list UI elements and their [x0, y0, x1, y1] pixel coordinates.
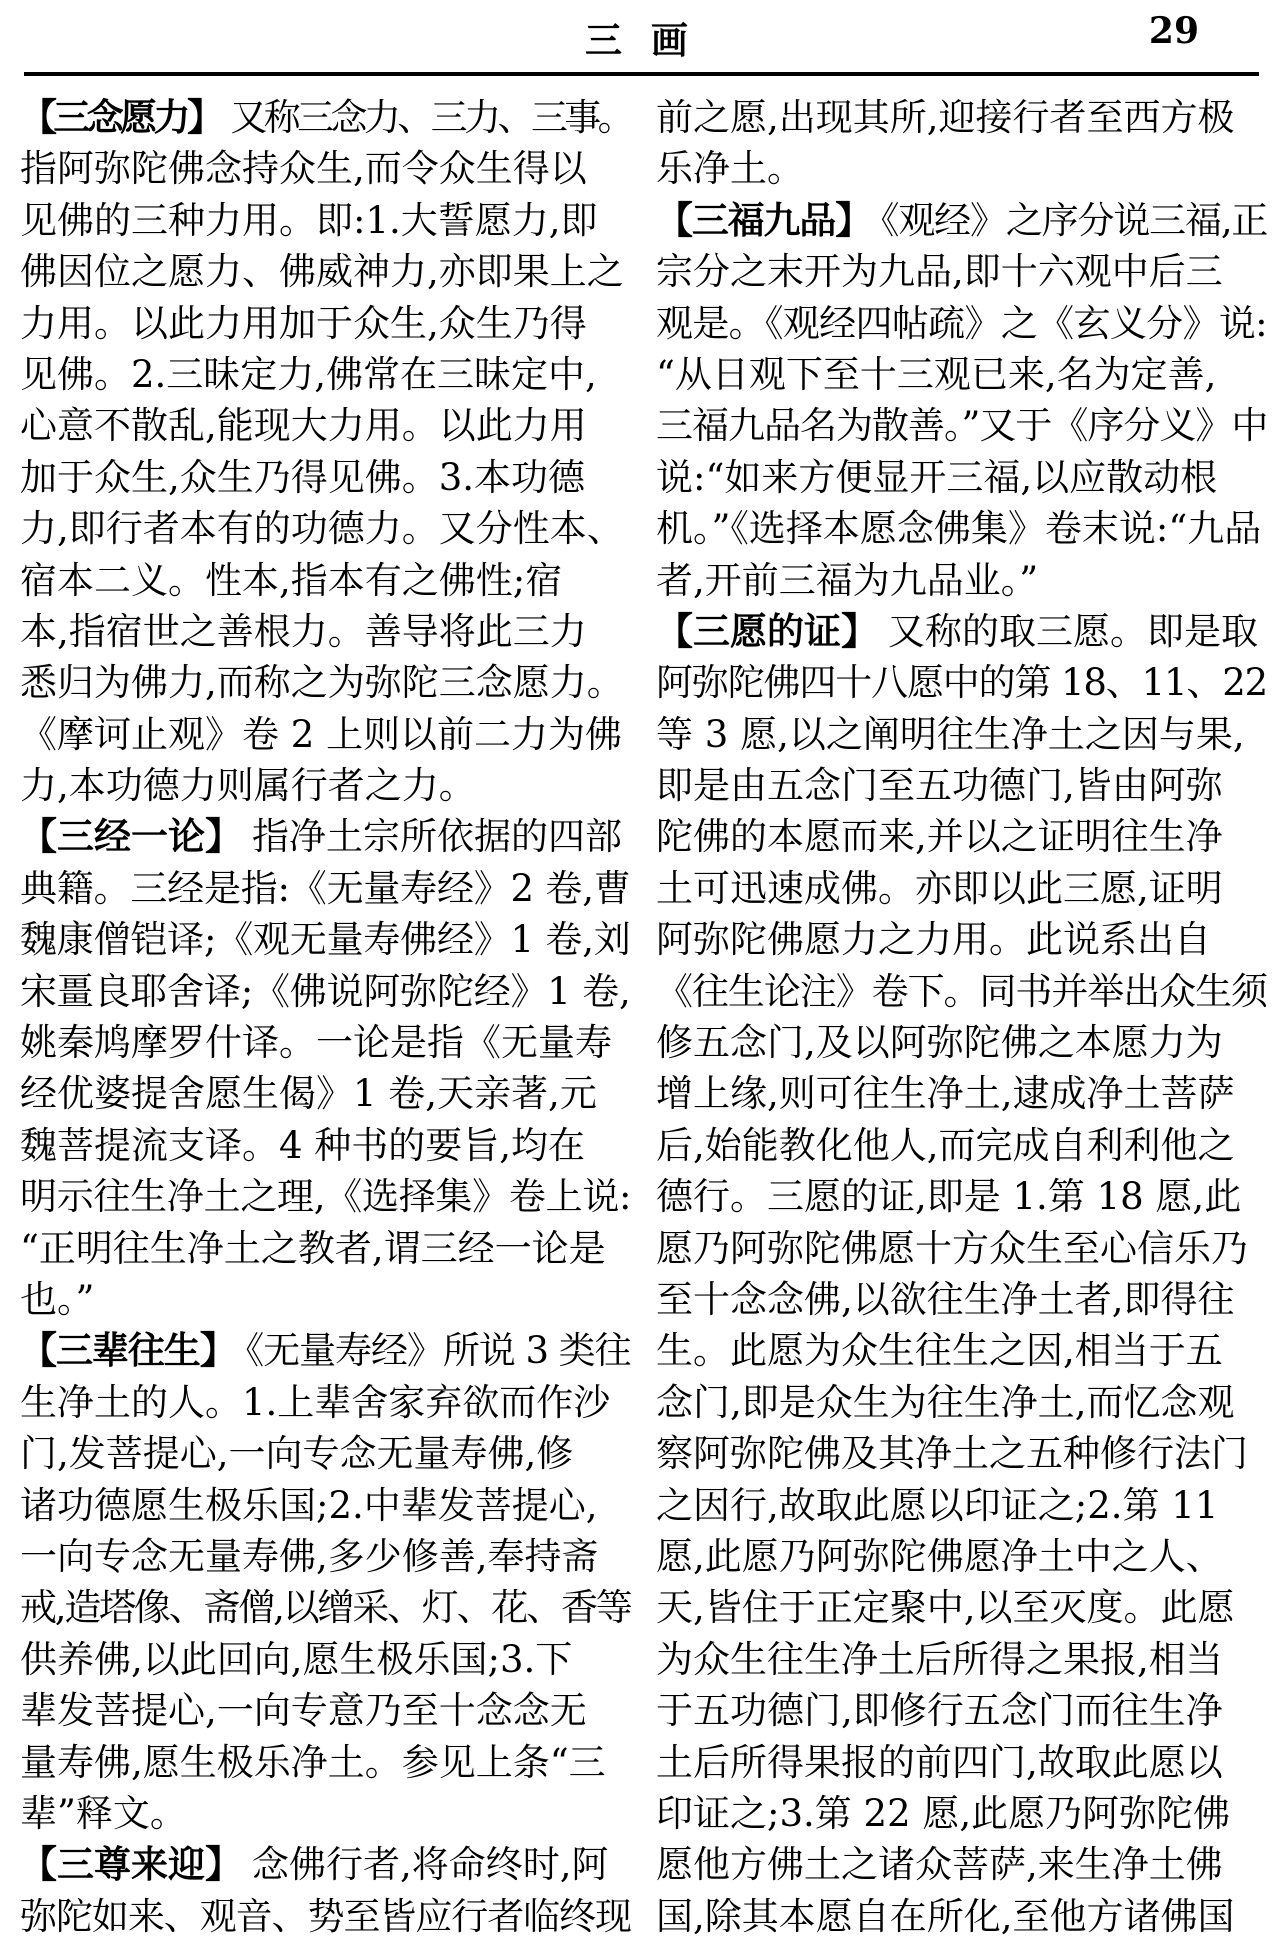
line-text: 《往生论注》卷下。同书并举出众生须	[656, 969, 1267, 1013]
text-line	[656, 1377, 1267, 1428]
entry-headword: 【三福九品】	[656, 198, 871, 242]
text-line	[656, 92, 1267, 143]
line-text: “从日观下至十三观已来,名为定善,	[656, 352, 1217, 396]
text-line	[20, 1839, 631, 1890]
right-column	[656, 92, 1267, 1944]
line-text: 即是由五念门至五功德门,皆由阿弥	[656, 764, 1223, 808]
line-text: 弥陀如来、观音、势至皆应行者临终现	[20, 1894, 631, 1938]
line-text: 印证之;3.第 22 愿,此愿乃阿弥陀佛	[656, 1791, 1231, 1835]
line-text: 宗分之末开为九品,即十六观中后三	[656, 250, 1223, 294]
text-line	[20, 709, 631, 760]
line-text: 《摩诃止观》卷 2 上则以前二力为佛	[20, 712, 623, 756]
line-text: 三福九品名为散善。”又于《序分义》中	[656, 404, 1267, 448]
text-line	[20, 400, 631, 451]
text-line	[20, 452, 631, 503]
text-line	[20, 1428, 631, 1479]
text-line	[656, 555, 1267, 606]
text-line	[656, 1531, 1267, 1582]
section-title: 三 画	[585, 19, 696, 62]
line-text: 乐净土。	[656, 147, 804, 191]
line-text: 明示往生净土之理,《选择集》卷上说:	[20, 1175, 631, 1219]
text-line	[656, 760, 1267, 811]
line-text: 力,即行者本有的功德力。又分性本、	[20, 507, 624, 551]
text-line	[656, 657, 1267, 708]
line-text: 观是。《观经四帖疏》之《玄义分》说:	[656, 301, 1267, 345]
line-text: “正明往生净土之教者,谓三经一论是	[20, 1226, 606, 1270]
text-line	[20, 1634, 631, 1685]
text-line	[656, 1480, 1267, 1531]
text-line	[20, 503, 631, 554]
line-text: 魏菩提流支译。4 种书的要旨,均在	[20, 1123, 586, 1167]
line-text: 姚秦鸠摩罗什译。一论是指《无量寿	[20, 1021, 612, 1065]
text-line	[20, 92, 631, 143]
line-text: 等 3 愿,以之阐明往生净土之因与果,	[656, 712, 1245, 756]
line-text: 一向专念无量寿佛,多少修善,奉持斋	[20, 1534, 599, 1578]
line-text: 门,发菩提心,一向专念无量寿佛,修	[20, 1432, 574, 1476]
line-text: 后,始能教化他人,而完成自利利他之	[656, 1123, 1235, 1167]
text-line	[20, 1377, 631, 1428]
entry-headword: 【三经一论】	[20, 815, 242, 859]
text-line	[656, 1737, 1267, 1788]
text-line	[656, 195, 1267, 246]
text-line	[20, 1582, 631, 1633]
line-text: 愿他方佛土之诸众菩萨,来生净土佛	[656, 1843, 1223, 1887]
text-line	[656, 298, 1267, 349]
line-text: 愿乃阿弥陀佛愿十方众生至心信乐乃	[656, 1226, 1248, 1270]
text-line	[20, 349, 631, 400]
text-line	[656, 1685, 1267, 1736]
line-text: 阿弥陀佛四十八愿中的第 18、11、22	[656, 661, 1267, 705]
left-column	[20, 92, 631, 1944]
text-line	[20, 1891, 631, 1942]
header-divider	[24, 72, 1259, 76]
line-text: 天,皆住于正定聚中,以至灭度。此愿	[656, 1586, 1235, 1630]
text-line	[20, 1788, 631, 1839]
text-line	[656, 966, 1267, 1017]
text-line	[656, 1120, 1267, 1171]
text-line	[20, 760, 631, 811]
line-text: 念佛行者,将命终时,阿	[252, 1843, 609, 1887]
page-number: 29	[1148, 10, 1199, 52]
line-text: 愿,此愿乃阿弥陀佛愿净土中之人、	[656, 1534, 1223, 1578]
text-line	[656, 143, 1267, 194]
line-text: 又称的取三愿。即是取	[888, 609, 1258, 653]
line-text: 之因行,故取此愿以印证之;2.第 11	[656, 1483, 1219, 1527]
text-line	[656, 246, 1267, 297]
text-line	[20, 1068, 631, 1119]
text-line	[656, 1634, 1267, 1685]
text-line	[656, 400, 1267, 451]
line-text: 又称三念力、三力、三事。	[230, 96, 631, 139]
line-text: 经优婆提舍愿生偈》1 卷,天亲著,元	[20, 1072, 597, 1116]
line-text: 力用。以此力用加于众生,众生乃得	[20, 301, 587, 345]
line-text: 察阿弥陀佛及其净土之五种修行法门	[656, 1432, 1248, 1476]
line-text: 魏康僧铠译;《观无量寿佛经》1 卷,刘	[20, 918, 631, 962]
line-text: 修五念门,及以阿弥陀佛之本愿力为	[656, 1021, 1223, 1065]
line-text: 德行。三愿的证,即是 1.第 18 愿,此	[656, 1175, 1242, 1219]
line-text: 念门,即是众生为往生净土,而忆念观	[656, 1380, 1235, 1424]
line-text: 土可迅速成佛。亦即以此三愿,证明	[656, 866, 1223, 910]
text-line	[20, 1480, 631, 1531]
text-line	[20, 966, 631, 1017]
text-line	[20, 195, 631, 246]
text-line	[20, 914, 631, 965]
text-line	[20, 298, 631, 349]
text-line	[656, 1325, 1267, 1376]
text-line	[656, 1788, 1267, 1839]
text-line	[656, 914, 1267, 965]
text-line	[20, 1120, 631, 1171]
line-text: 佛因位之愿力、佛威神力,亦即果上之	[20, 250, 624, 294]
line-text: 指净土宗所依据的四部	[252, 815, 622, 859]
line-text: 见佛。2.三昧定力,佛常在三昧定中,	[20, 352, 597, 396]
line-text: 为众生往生净土后所得之果报,相当	[656, 1637, 1223, 1681]
text-line	[20, 1171, 631, 1222]
line-text: 宋畺良耶舍译;《佛说阿弥陀经》1 卷,	[20, 969, 631, 1013]
line-text: 悉归为佛力,而称之为弥陀三念愿力。	[20, 661, 624, 705]
text-columns	[20, 92, 1267, 1944]
line-text: 前之愿,出现其所,迎接行者至西方极	[656, 96, 1235, 139]
line-text: 《观经》之序分说三福,正	[881, 198, 1267, 242]
text-line	[656, 1171, 1267, 1222]
line-text: 增上缘,则可往生净土,逮成净土菩萨	[656, 1072, 1235, 1116]
text-line	[20, 1531, 631, 1582]
entry-headword: 【三念愿力】	[20, 96, 221, 139]
text-line	[656, 1428, 1267, 1479]
line-text: 供养佛,以此回向,愿生极乐国;3.下	[20, 1637, 573, 1681]
line-text: 量寿佛,愿生极乐净土。参见上条“三	[20, 1740, 606, 1784]
line-text: 指阿弥陀佛念持众生,而令众生得以	[20, 147, 587, 191]
text-line	[20, 555, 631, 606]
line-text: 力,本功德力则属行者之力。	[20, 764, 476, 808]
line-text: 诸功德愿生极乐国;2.中辈发菩提心,	[20, 1483, 598, 1527]
text-line	[656, 1582, 1267, 1633]
text-line	[20, 246, 631, 297]
line-text: 《无量寿经》所说 3 类往	[245, 1329, 631, 1373]
text-line	[656, 1891, 1267, 1942]
entry-headword: 【三辈往生】	[20, 1329, 236, 1373]
line-text: 典籍。三经是指:《无量寿经》2 卷,曹	[20, 866, 631, 910]
text-line	[656, 349, 1267, 400]
text-line	[20, 1017, 631, 1068]
text-line	[656, 1068, 1267, 1119]
entry-headword: 【三尊来迎】	[20, 1843, 242, 1887]
line-text: 加于众生,众生乃得见佛。3.本功德	[20, 455, 586, 499]
line-text: 见佛的三种力用。即:1.大誓愿力,即	[20, 198, 598, 242]
line-text: 土后所得果报的前四门,故取此愿以	[656, 1740, 1223, 1784]
line-text: 陀佛的本愿而来,并以之证明往生净	[656, 815, 1223, 859]
text-line	[20, 811, 631, 862]
text-line	[20, 1737, 631, 1788]
line-text: 生。此愿为众生往生之因,相当于五	[656, 1329, 1223, 1373]
text-line	[656, 1223, 1267, 1274]
line-text: 机。”《选择本愿念佛集》卷末说:“九品	[656, 507, 1262, 551]
line-text: 生净土的人。1.上辈舍家弃欲而作沙	[20, 1380, 611, 1424]
text-line	[656, 811, 1267, 862]
text-line	[20, 1274, 631, 1325]
text-line	[656, 863, 1267, 914]
line-text: 辈发菩提心,一向专意乃至十念念无	[20, 1689, 587, 1733]
line-text: 阿弥陀佛愿力之力用。此说系出自	[656, 918, 1211, 962]
line-text: 至十念念佛,以欲往生净土者,即得往	[656, 1277, 1235, 1321]
line-text: 者,开前三福为九品业。”	[656, 558, 1039, 602]
text-line	[20, 1325, 631, 1376]
line-text: 辈”释文。	[20, 1791, 187, 1835]
text-line	[20, 606, 631, 657]
text-line	[20, 657, 631, 708]
text-line	[20, 1685, 631, 1736]
text-line	[656, 452, 1267, 503]
line-text: 戒,造塔像、斋僧,以缯采、灯、花、香等	[20, 1586, 631, 1630]
text-line	[20, 1223, 631, 1274]
text-line	[656, 709, 1267, 760]
text-line	[656, 606, 1267, 657]
entry-headword: 【三愿的证】	[656, 609, 878, 653]
line-text: 宿本二义。性本,指本有之佛性;宿	[20, 558, 563, 602]
text-line	[656, 503, 1267, 554]
line-text: 本,指宿世之善根力。善导将此三力	[20, 609, 587, 653]
text-line	[20, 863, 631, 914]
line-text: 也。”	[20, 1277, 95, 1321]
text-line	[656, 1017, 1267, 1068]
text-line	[656, 1274, 1267, 1325]
line-text: 心意不散乱,能现大力用。以此力用	[20, 404, 587, 448]
text-line	[20, 143, 631, 194]
line-text: 于五功德门,即修行五念门而往生净	[656, 1689, 1223, 1733]
text-line	[656, 1839, 1267, 1890]
line-text: 说:“如来方便显开三福,以应散动根	[656, 455, 1218, 499]
line-text: 国,除其本愿自在所化,至他方诸佛国	[656, 1894, 1235, 1938]
